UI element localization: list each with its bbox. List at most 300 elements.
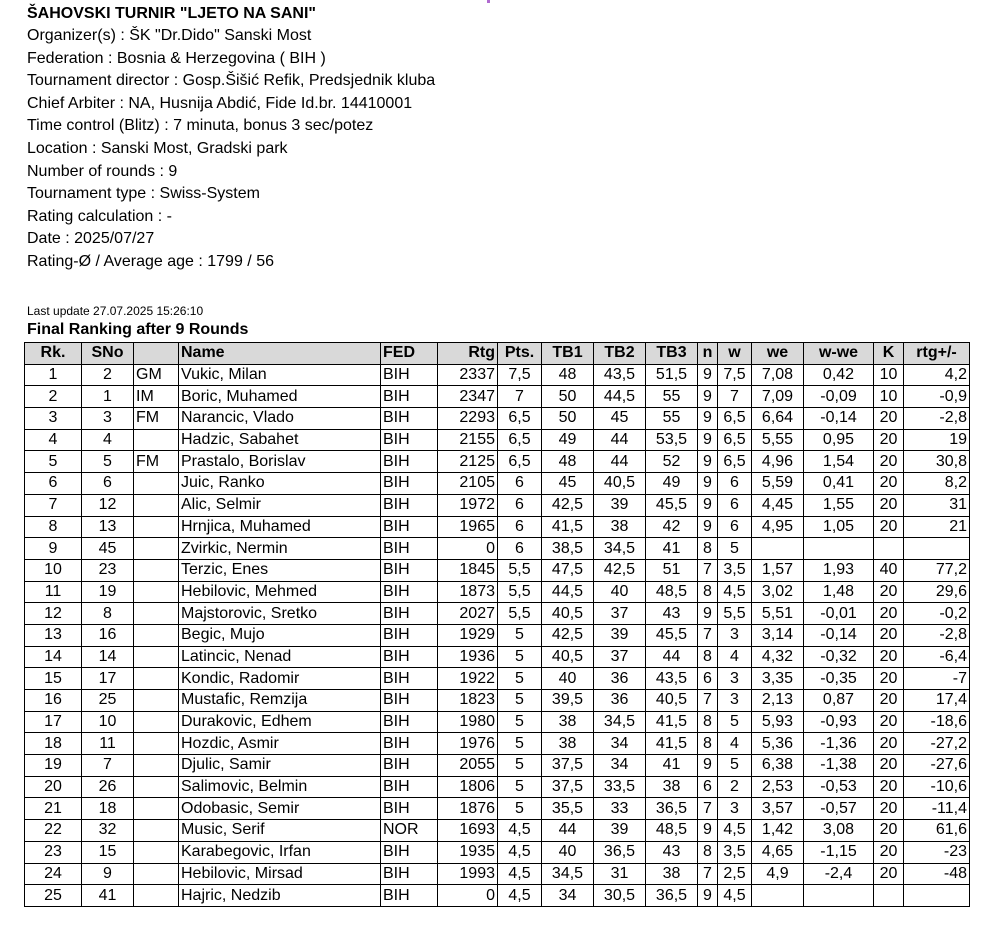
cell-expected: 3,57 [752, 798, 804, 820]
cell-tb3: 48,5 [646, 820, 698, 842]
cell-tb2: 37 [594, 646, 646, 668]
cell-sno: 5 [82, 451, 134, 473]
cell-fed: BIH [381, 624, 438, 646]
cell-rating-change: 4,2 [904, 364, 970, 386]
cell-k-factor: 40 [874, 559, 904, 581]
cell-wins: 3 [718, 690, 752, 712]
cell-rating: 1993 [438, 863, 498, 885]
cell-w-minus-we: 1,55 [804, 494, 874, 516]
cell-games: 8 [698, 646, 718, 668]
table-row [25, 538, 970, 560]
cell-name: Vukic, Milan [179, 364, 381, 386]
cell-rating-change: 61,6 [904, 820, 970, 842]
cell-fed: BIH [381, 581, 438, 603]
cell-rank: 18 [25, 733, 82, 755]
cell-points: 6 [498, 473, 542, 495]
cell-expected: 4,9 [752, 863, 804, 885]
cell-tb2: 36 [594, 690, 646, 712]
cell-name: Hebilovic, Mirsad [179, 863, 381, 885]
cell-k-factor: 20 [874, 690, 904, 712]
cell-k-factor: 20 [874, 820, 904, 842]
cell-name: Zvirkic, Nermin [179, 538, 381, 560]
cell-points: 6 [498, 516, 542, 538]
column-header-rating: Rtg [438, 343, 498, 365]
cell-rating: 1806 [438, 776, 498, 798]
cell-name: Majstorovic, Sretko [179, 603, 381, 625]
cell-rank: 19 [25, 755, 82, 777]
cell-tb1: 38 [542, 711, 594, 733]
cell-games: 9 [698, 885, 718, 907]
cell-rank: 21 [25, 798, 82, 820]
cell-expected: 3,35 [752, 668, 804, 690]
cell-k-factor: 20 [874, 863, 904, 885]
column-header-rank: Rk. [25, 343, 82, 365]
cell-wins: 4 [718, 733, 752, 755]
cell-expected: 4,65 [752, 841, 804, 863]
cell-rating: 1976 [438, 733, 498, 755]
cell-rank: 5 [25, 451, 82, 473]
cell-tb3: 55 [646, 408, 698, 430]
cell-fed: BIH [381, 690, 438, 712]
cell-fed: BIH [381, 516, 438, 538]
info-line: Rating-Ø / Average age : 1799 / 56 [27, 252, 274, 270]
cell-points: 5,5 [498, 581, 542, 603]
cell-tb2: 34,5 [594, 538, 646, 560]
cell-tb1: 35,5 [542, 798, 594, 820]
cell-points: 5 [498, 711, 542, 733]
cell-w-minus-we [804, 538, 874, 560]
cell-title [134, 603, 179, 625]
cell-wins: 6 [718, 473, 752, 495]
decorative-dot [487, 0, 490, 3]
cell-tb3: 36,5 [646, 885, 698, 907]
cell-rating: 2155 [438, 429, 498, 451]
cell-wins: 2,5 [718, 863, 752, 885]
cell-rank: 6 [25, 473, 82, 495]
cell-games: 7 [698, 559, 718, 581]
cell-rating-change: -27,2 [904, 733, 970, 755]
column-header-title [134, 343, 179, 365]
cell-fed: BIH [381, 711, 438, 733]
table-row [25, 776, 970, 798]
cell-title: FM [134, 451, 179, 473]
table-row [25, 711, 970, 733]
cell-tb1: 40,5 [542, 646, 594, 668]
cell-rating: 2027 [438, 603, 498, 625]
cell-name: Latincic, Nenad [179, 646, 381, 668]
cell-title [134, 559, 179, 581]
cell-w-minus-we: -0,01 [804, 603, 874, 625]
cell-rating: 1693 [438, 820, 498, 842]
cell-expected: 1,57 [752, 559, 804, 581]
cell-points: 5 [498, 755, 542, 777]
cell-fed: BIH [381, 798, 438, 820]
cell-fed: BIH [381, 885, 438, 907]
cell-points: 4,5 [498, 820, 542, 842]
cell-sno: 3 [82, 408, 134, 430]
cell-title [134, 516, 179, 538]
cell-wins: 5 [718, 711, 752, 733]
cell-w-minus-we: -0,14 [804, 624, 874, 646]
cell-tb1: 41,5 [542, 516, 594, 538]
table-row [25, 429, 970, 451]
cell-points: 5 [498, 624, 542, 646]
cell-sno: 4 [82, 429, 134, 451]
table-row [25, 581, 970, 603]
cell-name: Durakovic, Edhem [179, 711, 381, 733]
cell-wins: 3 [718, 624, 752, 646]
cell-points: 5 [498, 733, 542, 755]
cell-tb1: 44,5 [542, 581, 594, 603]
cell-tb1: 42,5 [542, 624, 594, 646]
cell-rating-change: 8,2 [904, 473, 970, 495]
cell-expected: 6,64 [752, 408, 804, 430]
cell-tb2: 40,5 [594, 473, 646, 495]
cell-games: 7 [698, 690, 718, 712]
cell-tb1: 37,5 [542, 776, 594, 798]
cell-rating: 1980 [438, 711, 498, 733]
cell-title [134, 755, 179, 777]
cell-sno: 14 [82, 646, 134, 668]
cell-games: 9 [698, 494, 718, 516]
cell-title [134, 798, 179, 820]
cell-name: Narancic, Vlado [179, 408, 381, 430]
cell-expected: 5,59 [752, 473, 804, 495]
cell-tb3: 48,5 [646, 581, 698, 603]
cell-points: 6,5 [498, 451, 542, 473]
table-row [25, 755, 970, 777]
cell-rating-change: -0,2 [904, 603, 970, 625]
cell-sno: 32 [82, 820, 134, 842]
cell-fed: BIH [381, 451, 438, 473]
cell-k-factor: 20 [874, 581, 904, 603]
cell-games: 6 [698, 668, 718, 690]
cell-games: 8 [698, 711, 718, 733]
cell-sno: 10 [82, 711, 134, 733]
ranking-title: Final Ranking after 9 Rounds [27, 321, 249, 338]
cell-expected: 5,51 [752, 603, 804, 625]
cell-tb2: 39 [594, 494, 646, 516]
cell-w-minus-we: -0,35 [804, 668, 874, 690]
cell-name: Alic, Selmir [179, 494, 381, 516]
cell-tb3: 52 [646, 451, 698, 473]
cell-rating-change: -7 [904, 668, 970, 690]
table-row [25, 516, 970, 538]
cell-tb2: 37 [594, 603, 646, 625]
cell-wins: 6,5 [718, 451, 752, 473]
cell-wins: 4,5 [718, 581, 752, 603]
cell-tb1: 34,5 [542, 863, 594, 885]
cell-w-minus-we: -0,57 [804, 798, 874, 820]
cell-title: IM [134, 386, 179, 408]
cell-points: 6,5 [498, 408, 542, 430]
cell-w-minus-we: -1,38 [804, 755, 874, 777]
cell-expected [752, 885, 804, 907]
cell-sno: 16 [82, 624, 134, 646]
cell-rating: 1823 [438, 690, 498, 712]
cell-sno: 19 [82, 581, 134, 603]
cell-rating-change: -18,6 [904, 711, 970, 733]
cell-tb2: 44 [594, 451, 646, 473]
cell-wins: 5 [718, 755, 752, 777]
cell-wins: 6 [718, 494, 752, 516]
cell-tb1: 39,5 [542, 690, 594, 712]
cell-wins: 4,5 [718, 820, 752, 842]
cell-tb2: 38 [594, 516, 646, 538]
column-header-rating-change: rtg+/- [904, 343, 970, 365]
cell-k-factor: 10 [874, 364, 904, 386]
cell-title [134, 820, 179, 842]
cell-sno: 1 [82, 386, 134, 408]
cell-wins: 2 [718, 776, 752, 798]
cell-name: Begic, Mujo [179, 624, 381, 646]
cell-wins: 6,5 [718, 429, 752, 451]
cell-rank: 2 [25, 386, 82, 408]
cell-expected: 4,32 [752, 646, 804, 668]
cell-k-factor: 20 [874, 516, 904, 538]
cell-name: Hadzic, Sabahet [179, 429, 381, 451]
cell-rank: 15 [25, 668, 82, 690]
cell-w-minus-we: -0,14 [804, 408, 874, 430]
cell-rating: 0 [438, 885, 498, 907]
ranking-table [24, 342, 970, 907]
cell-rating-change: -23 [904, 841, 970, 863]
cell-tb1: 38,5 [542, 538, 594, 560]
cell-wins: 5,5 [718, 603, 752, 625]
cell-title [134, 841, 179, 863]
info-line: Organizer(s) : ŠK "Dr.Dido" Sanski Most [27, 27, 312, 44]
cell-rating-change: -10,6 [904, 776, 970, 798]
cell-fed: BIH [381, 408, 438, 430]
cell-sno: 6 [82, 473, 134, 495]
cell-tb1: 50 [542, 386, 594, 408]
cell-expected: 4,95 [752, 516, 804, 538]
cell-tb3: 53,5 [646, 429, 698, 451]
cell-tb2: 30,5 [594, 885, 646, 907]
cell-k-factor: 20 [874, 733, 904, 755]
cell-sno: 2 [82, 364, 134, 386]
cell-k-factor: 20 [874, 668, 904, 690]
column-header-tb1: TB1 [542, 343, 594, 365]
cell-rank: 20 [25, 776, 82, 798]
table-row [25, 646, 970, 668]
cell-rank: 25 [25, 885, 82, 907]
table-row [25, 559, 970, 581]
cell-wins: 7,5 [718, 364, 752, 386]
cell-tb1: 37,5 [542, 755, 594, 777]
cell-w-minus-we: 0,42 [804, 364, 874, 386]
cell-rating-change [904, 538, 970, 560]
cell-sno: 26 [82, 776, 134, 798]
cell-tb2: 39 [594, 624, 646, 646]
cell-rating-change: 17,4 [904, 690, 970, 712]
cell-tb2: 42,5 [594, 559, 646, 581]
cell-tb1: 38 [542, 733, 594, 755]
cell-tb3: 41 [646, 755, 698, 777]
cell-k-factor: 10 [874, 386, 904, 408]
cell-points: 5 [498, 776, 542, 798]
cell-k-factor: 20 [874, 494, 904, 516]
cell-fed: BIH [381, 494, 438, 516]
cell-tb1: 40,5 [542, 603, 594, 625]
cell-title [134, 429, 179, 451]
cell-points: 6 [498, 494, 542, 516]
cell-rank: 7 [25, 494, 82, 516]
cell-points: 6,5 [498, 429, 542, 451]
cell-rating: 2125 [438, 451, 498, 473]
table-row [25, 863, 970, 885]
info-line: Rating calculation : - [27, 207, 172, 225]
cell-tb1: 34 [542, 885, 594, 907]
cell-tb3: 38 [646, 863, 698, 885]
cell-k-factor: 20 [874, 451, 904, 473]
cell-rank: 24 [25, 863, 82, 885]
cell-name: Mustafic, Remzija [179, 690, 381, 712]
cell-rank: 1 [25, 364, 82, 386]
cell-tb2: 40 [594, 581, 646, 603]
cell-rating-change: -11,4 [904, 798, 970, 820]
cell-games: 9 [698, 755, 718, 777]
cell-rating: 1936 [438, 646, 498, 668]
cell-rating-change: 31 [904, 494, 970, 516]
cell-games: 7 [698, 863, 718, 885]
cell-games: 8 [698, 841, 718, 863]
cell-tb3: 45,5 [646, 494, 698, 516]
cell-fed: BIH [381, 386, 438, 408]
cell-tb2: 44,5 [594, 386, 646, 408]
cell-expected: 3,02 [752, 581, 804, 603]
cell-games: 9 [698, 408, 718, 430]
cell-tb3: 44 [646, 646, 698, 668]
cell-points: 6 [498, 538, 542, 560]
cell-tb2: 36,5 [594, 841, 646, 863]
column-header-wins: w [718, 343, 752, 365]
cell-tb1: 40 [542, 841, 594, 863]
table-row [25, 408, 970, 430]
column-header-games: n [698, 343, 718, 365]
cell-k-factor: 20 [874, 603, 904, 625]
cell-tb1: 47,5 [542, 559, 594, 581]
cell-games: 9 [698, 603, 718, 625]
cell-sno: 8 [82, 603, 134, 625]
cell-fed: BIH [381, 841, 438, 863]
cell-rank: 4 [25, 429, 82, 451]
cell-name: Prastalo, Borislav [179, 451, 381, 473]
cell-k-factor: 20 [874, 841, 904, 863]
cell-rank: 17 [25, 711, 82, 733]
cell-points: 5 [498, 646, 542, 668]
cell-expected: 4,96 [752, 451, 804, 473]
cell-w-minus-we: 1,54 [804, 451, 874, 473]
cell-title [134, 646, 179, 668]
column-header-points: Pts. [498, 343, 542, 365]
cell-name: Terzic, Enes [179, 559, 381, 581]
cell-sno: 25 [82, 690, 134, 712]
cell-k-factor [874, 885, 904, 907]
cell-name: Hajric, Nedzib [179, 885, 381, 907]
cell-title [134, 863, 179, 885]
cell-k-factor: 20 [874, 408, 904, 430]
cell-games: 9 [698, 451, 718, 473]
cell-tb2: 43,5 [594, 364, 646, 386]
cell-sno: 23 [82, 559, 134, 581]
cell-wins: 6,5 [718, 408, 752, 430]
cell-w-minus-we: -1,36 [804, 733, 874, 755]
cell-rating-change: -2,8 [904, 624, 970, 646]
cell-title [134, 668, 179, 690]
cell-games: 7 [698, 798, 718, 820]
cell-expected: 5,93 [752, 711, 804, 733]
cell-tb1: 48 [542, 364, 594, 386]
info-line: Chief Arbiter : NA, Husnija Abdić, Fide Id.br. 14410001 [27, 94, 413, 112]
cell-title: GM [134, 364, 179, 386]
cell-points: 4,5 [498, 863, 542, 885]
cell-sno: 11 [82, 733, 134, 755]
cell-points: 5 [498, 798, 542, 820]
cell-rank: 9 [25, 538, 82, 560]
cell-expected: 2,13 [752, 690, 804, 712]
cell-w-minus-we: 3,08 [804, 820, 874, 842]
cell-fed: BIH [381, 733, 438, 755]
column-header-expected: we [752, 343, 804, 365]
cell-rank: 22 [25, 820, 82, 842]
cell-points: 5 [498, 690, 542, 712]
cell-games: 8 [698, 581, 718, 603]
cell-wins: 3,5 [718, 559, 752, 581]
cell-title: FM [134, 408, 179, 430]
column-header-k-factor: K [874, 343, 904, 365]
cell-sno: 15 [82, 841, 134, 863]
cell-tb2: 45 [594, 408, 646, 430]
cell-rank: 13 [25, 624, 82, 646]
cell-rating: 1929 [438, 624, 498, 646]
table-row [25, 798, 970, 820]
info-line: Time control (Blitz) : 7 minuta, bonus 3 sec/potez [27, 117, 374, 135]
cell-rank: 3 [25, 408, 82, 430]
cell-tb3: 51 [646, 559, 698, 581]
tournament-title: ŠAHOVSKI TURNIR "LJETO NA SANI" [27, 5, 316, 22]
cell-rank: 10 [25, 559, 82, 581]
table-row [25, 451, 970, 473]
cell-k-factor: 20 [874, 755, 904, 777]
column-header-fed: FED [381, 343, 438, 365]
cell-wins: 4,5 [718, 885, 752, 907]
cell-rank: 8 [25, 516, 82, 538]
cell-tb2: 31 [594, 863, 646, 885]
cell-points: 4,5 [498, 885, 542, 907]
cell-rank: 11 [25, 581, 82, 603]
cell-tb1: 49 [542, 429, 594, 451]
cell-rating: 1922 [438, 668, 498, 690]
cell-rank: 12 [25, 603, 82, 625]
cell-wins: 3 [718, 668, 752, 690]
last-update: Last update 27.07.2025 15:26:10 [27, 304, 204, 318]
cell-w-minus-we: 1,48 [804, 581, 874, 603]
cell-title [134, 473, 179, 495]
cell-tb2: 33,5 [594, 776, 646, 798]
cell-tb2: 33 [594, 798, 646, 820]
column-header-tb2: TB2 [594, 343, 646, 365]
cell-sno: 17 [82, 668, 134, 690]
table-row [25, 820, 970, 842]
cell-rating-change: -2,8 [904, 408, 970, 430]
cell-fed: BIH [381, 776, 438, 798]
cell-name: Hozdic, Asmir [179, 733, 381, 755]
cell-games: 9 [698, 516, 718, 538]
cell-expected: 1,42 [752, 820, 804, 842]
cell-fed: NOR [381, 820, 438, 842]
cell-rating-change: 30,8 [904, 451, 970, 473]
